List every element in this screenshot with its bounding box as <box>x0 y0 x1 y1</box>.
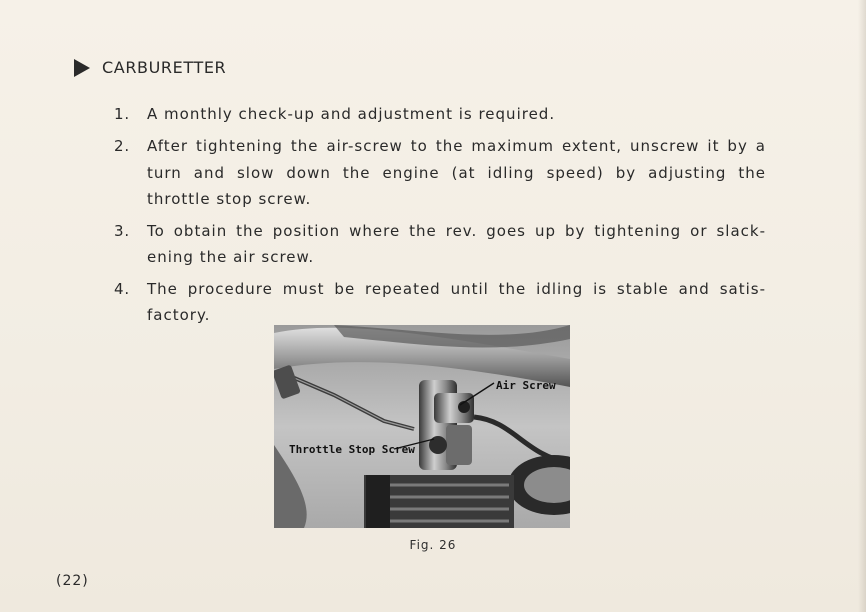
step-text: The procedure must be repeated until the idling is stable and satis-factory. <box>147 279 766 324</box>
step-number: 3. <box>114 221 130 240</box>
carburetter-photo <box>274 325 570 528</box>
step-item <box>114 101 766 128</box>
procedure-steps <box>114 101 766 334</box>
carburetter-illustration <box>274 325 570 528</box>
step-number: 4. <box>114 279 130 298</box>
section-heading <box>74 58 226 77</box>
page-number: (22) <box>56 573 89 589</box>
step-text: After tightening the air-screw to the maximum extent, unscrew it by a turn and slow down the engine (at idling speed) by adjusting the throttle stop screw. <box>147 137 766 208</box>
throttle-stop-screw-label: Throttle Stop Screw <box>289 443 415 456</box>
step-item <box>114 133 766 213</box>
step-text: A monthly check-up and adjustment is required. <box>147 105 556 123</box>
page-edge-shadow <box>858 0 866 612</box>
air-screw-label: Air Screw <box>496 379 556 392</box>
step-number: 1. <box>114 105 130 123</box>
step-item <box>114 218 766 271</box>
triangle-bullet-icon <box>74 59 90 77</box>
step-item <box>114 276 766 329</box>
step-number: 2. <box>114 137 130 155</box>
section-title: CARBURETTER <box>102 58 227 77</box>
figure-caption: Fig. 26 <box>409 538 457 552</box>
step-text: To obtain the position where the rev. goes up by tightening or slack-ening the air screw. <box>147 221 766 266</box>
